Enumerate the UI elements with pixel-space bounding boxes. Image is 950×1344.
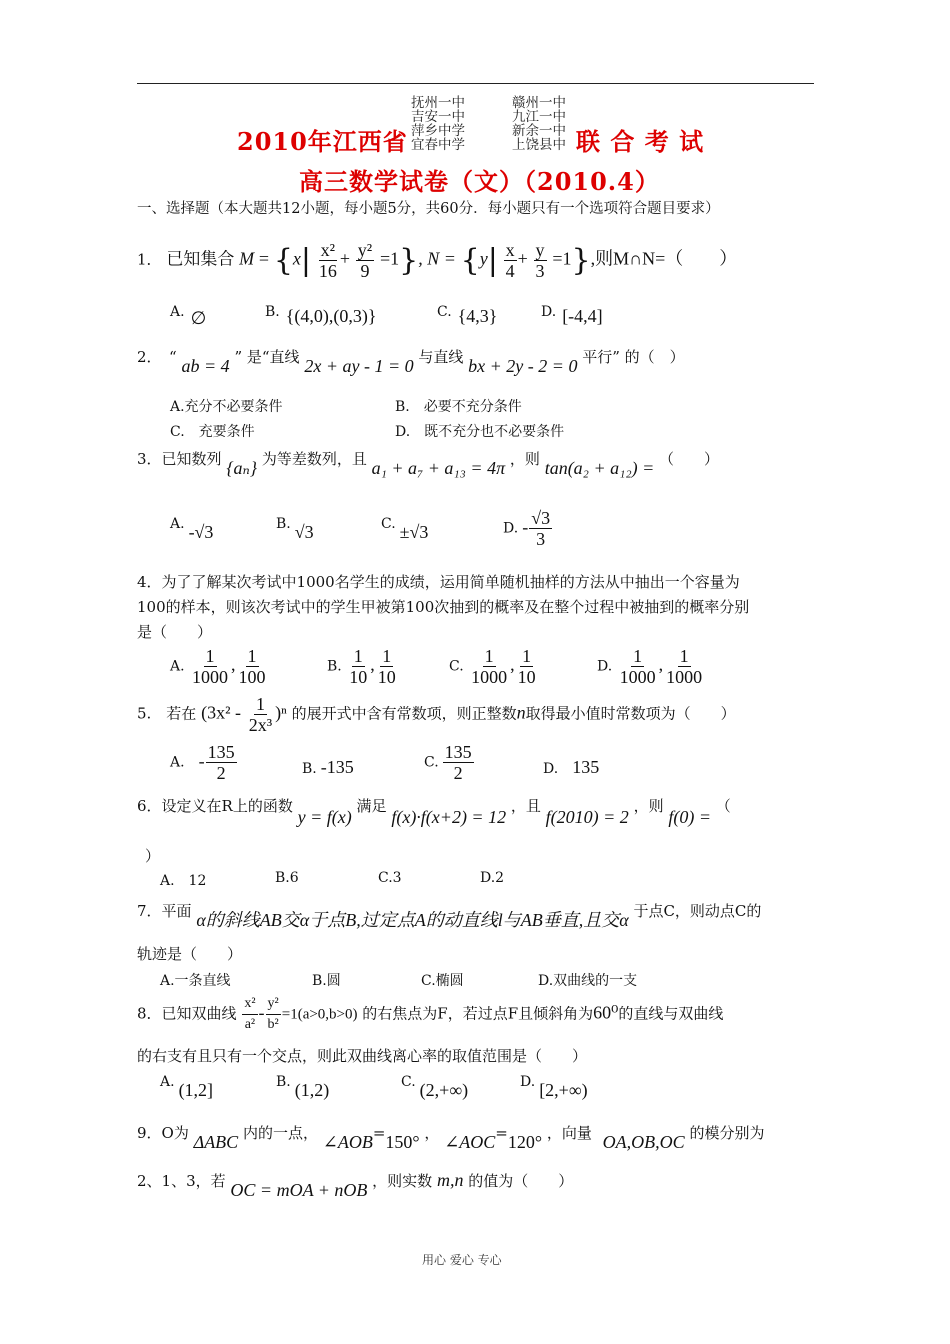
option-c: C. 充要条件 [170, 424, 255, 440]
math-expr: =1 [552, 248, 572, 269]
option-value: (1,2) [294, 1080, 330, 1100]
fraction-denominator: 1000 [619, 667, 656, 687]
fraction-denominator: 1000 [192, 667, 229, 687]
question-9-line-2 [137, 1170, 574, 1200]
fraction-denominator: 2 [453, 763, 463, 783]
option-label: A. [170, 658, 185, 675]
option-d [503, 508, 553, 549]
option-d [597, 646, 705, 687]
math-expr: f(x)·f(x+2) = 12 [391, 807, 507, 827]
option-d: D. 既不充分也不必要条件 [395, 424, 565, 440]
math-expr: ab = 4 [181, 356, 230, 376]
question-text: 3．已知数列 [137, 450, 222, 468]
math-expr: , N = [418, 248, 456, 269]
option-value: 135 [572, 757, 600, 777]
option-a: A.一条直线 [160, 973, 231, 989]
math-expr: {aₙ} [226, 458, 258, 478]
question-text: 2、1、3，若 [137, 1172, 226, 1190]
fraction-numerator: y [535, 240, 545, 260]
math-expr: tan(a₂ + a₁₂) = [544, 458, 655, 478]
question-3 [137, 448, 720, 478]
option-value: √3 [294, 522, 314, 542]
option-label: A. [170, 516, 185, 532]
option-label: A. [160, 1074, 175, 1090]
exam-title-right: 联 合 考 试 [576, 127, 705, 156]
separator: , [510, 654, 515, 675]
option-label: D. [597, 658, 613, 675]
question-text: 取得最小值时常数项为（ ） [525, 704, 736, 723]
school-name: 赣州一中 [512, 95, 566, 111]
option-d [520, 1070, 588, 1100]
fraction-numerator: √3 [531, 508, 551, 528]
fraction-numerator: y² [357, 240, 373, 260]
fraction-denominator: 1000 [471, 667, 508, 687]
question-text: （ [715, 797, 731, 815]
fraction-numerator: 135 [207, 742, 235, 762]
option-label: C. [381, 516, 396, 532]
separator: , [231, 654, 236, 675]
question-text: 8．已知双曲线 [137, 1004, 237, 1023]
separator: , [658, 654, 664, 675]
fraction-numerator: x² [242, 994, 257, 1015]
question-7 [137, 896, 762, 930]
option-label: C. [449, 658, 464, 675]
option-label: B. [276, 516, 291, 532]
option-label: D. [520, 1074, 536, 1090]
option-label: D. [541, 304, 557, 320]
option-label: A. [170, 754, 185, 771]
school-name: 宜春中学 [411, 137, 465, 153]
question-text: ， [424, 1124, 440, 1142]
option-c [381, 512, 429, 542]
math-var: y [479, 248, 488, 269]
option-a: A. 12 [160, 873, 207, 889]
option-value: - [522, 516, 529, 537]
fraction-numerator: 1 [679, 646, 689, 666]
option-d [541, 300, 603, 326]
option-value: [-4,4] [562, 306, 603, 326]
question-text: 的右焦点为F，若过点F且倾斜角为 [362, 1004, 594, 1023]
option-d: D.2 [480, 870, 505, 886]
question-text: 的模分别为 [689, 1124, 765, 1142]
fraction-numerator: y² [266, 994, 281, 1015]
option-value: -√3 [188, 522, 214, 542]
math-expr: = [495, 1124, 508, 1142]
option-b [276, 1070, 330, 1100]
fraction-numerator: 1 [247, 646, 257, 666]
option-d: D.双曲线的一支 [538, 973, 638, 989]
option-b [327, 646, 399, 687]
fraction-denominator: 10 [517, 667, 536, 687]
math-var: n [516, 702, 526, 723]
fraction-denominator: 1000 [666, 667, 703, 687]
math-expr: ∠AOB [322, 1132, 373, 1152]
question-7-line-2: 轨迹是（ ） [137, 945, 243, 963]
option-c [449, 646, 539, 687]
question-text: 7．平面 [137, 902, 192, 920]
option-value: (1,2] [178, 1080, 214, 1100]
question-text: 的直线与双曲线 [618, 1004, 724, 1023]
option-c [424, 742, 475, 783]
question-8 [137, 994, 723, 1035]
fraction-denominator: 16 [318, 261, 337, 281]
fraction-denominator: 2x³ [248, 715, 273, 735]
option-label: B. [276, 1074, 291, 1090]
option-label: D. [543, 761, 559, 777]
exam-title-left: 2010年江西省 [237, 127, 408, 156]
fraction-denominator: 2 [216, 763, 226, 783]
option-value: {4,3} [457, 306, 498, 326]
school-name: 抚州一中 [411, 95, 465, 111]
question-9 [137, 1122, 765, 1152]
math-expr: f(0) = [668, 807, 712, 827]
option-a [170, 300, 207, 328]
math-expr: OC = mOA + nOB [230, 1180, 368, 1200]
option-a [160, 1070, 214, 1100]
option-value: {(4,0),(0,3)} [285, 306, 377, 326]
option-a: A.充分不必要条件 [170, 399, 283, 415]
option-b: B.6 [275, 870, 299, 886]
header-rule [137, 83, 814, 84]
option-value: ∅ [190, 308, 207, 328]
question-text: 已知集合 [166, 249, 235, 270]
option-label: A. [170, 304, 185, 320]
question-text: 6．设定义在R上的函数 [137, 797, 293, 815]
math-expr: )ⁿ [275, 702, 287, 723]
option-label: B. [327, 658, 342, 675]
option-value: [2,+∞) [539, 1080, 588, 1100]
question-text: 5. 若在 [137, 704, 197, 723]
fraction-numerator: 1 [522, 646, 532, 666]
option-a [170, 646, 269, 687]
option-d [543, 757, 599, 778]
school-name: 吉安一中 [411, 109, 465, 125]
fraction-denominator: 100 [238, 667, 266, 687]
option-value: ±√3 [399, 522, 429, 542]
question-4-line-1: 4．为了了解某次考试中1000名学生的成绩，运用简单随机抽样的方法从中抽出一个容量为 [137, 573, 740, 591]
option-c [401, 1070, 469, 1100]
question-text: ” 是“直线 [234, 348, 300, 366]
school-name: 新余一中 [512, 123, 566, 139]
question-text: 平行” 的（ ） [582, 348, 685, 366]
math-expr: =1 [379, 248, 400, 269]
question-text: ，则 [509, 450, 540, 468]
fraction-denominator: b² [267, 1017, 279, 1032]
option-label: C. [437, 304, 452, 320]
option-b [276, 512, 314, 542]
math-expr: OA,OB,OC [602, 1132, 685, 1152]
question-4-line-2: 100的样本，则该次考试中的学生甲被第100次抽到的概率及在整个过程中被抽到的概率分别 [137, 598, 750, 616]
question-text: 与直线 [418, 348, 464, 366]
fraction-denominator: 10 [349, 667, 368, 687]
question-text: ，且 [510, 797, 541, 815]
option-value: -135 [320, 757, 354, 777]
separator: , [370, 654, 375, 675]
math-expr: α的斜线AB交α于点B,过定点A的动直线l与AB垂直,且交α [196, 910, 629, 930]
school-list-right [512, 96, 566, 152]
option-label: C. [401, 1074, 416, 1090]
math-var: M [239, 248, 255, 269]
question-text: 内的一点， [242, 1124, 318, 1142]
fraction-numerator: 1 [484, 646, 494, 666]
question-6 [137, 795, 731, 827]
question-text: （ ） [659, 450, 720, 468]
question-text: ，向量 [546, 1124, 592, 1142]
question-text: 的值为（ ） [468, 1172, 574, 1190]
question-text: ,则M∩N=（ ） [590, 248, 738, 269]
option-label: D. [503, 520, 519, 537]
question-4-line-3: 是（ ） [137, 623, 213, 641]
math-expr: f(2010) = 2 [545, 807, 629, 827]
question-text: 2． “ [137, 348, 177, 366]
option-a [170, 742, 238, 783]
question-1: 1． 已知集合 M = {x| $\frac{\text{x²}}{16}$ + $\frac{\text{y²}}{9}$ =1}, N = {y| $\frac{x}{4}$ + $\frac{y}{3}$ =1},则M∩N=（ ） [137, 240, 738, 281]
fraction-numerator: 1 [205, 646, 215, 666]
section-heading: 一、选择题（本大题共12小题，每小题5分，共60分．每小题只有一个选项符合题目要求） [137, 201, 720, 217]
question-5 [137, 694, 736, 735]
option-b: B. 必要不充分条件 [395, 399, 522, 415]
fraction-numerator: 1 [633, 646, 643, 666]
option-label: C. [424, 754, 439, 771]
option-c: C.椭圆 [421, 973, 464, 989]
fraction-numerator: x [505, 240, 515, 260]
question-text: 的展开式中含有常数项，则正整数 [291, 704, 517, 723]
option-value: (2,+∞) [419, 1080, 469, 1100]
math-var: x [292, 248, 301, 269]
school-name: 上饶县中 [512, 137, 566, 153]
math-expr: 150° [385, 1132, 420, 1152]
page-footer: 用心 爱心 专心 [422, 1253, 502, 1267]
math-expr: m,n [436, 1170, 464, 1190]
math-expr: 2x + ay - 1 = 0 [304, 356, 414, 376]
math-expr: ΔABC [193, 1132, 239, 1152]
question-text: 9．O为 [137, 1124, 189, 1142]
math-expr: bx + 2y - 2 = 0 [468, 356, 578, 376]
fraction-numerator: 1 [382, 646, 392, 666]
math-expr: (3x² - [201, 702, 241, 723]
fraction-denominator: 10 [377, 667, 396, 687]
fraction-numerator: 135 [444, 742, 472, 762]
math-expr: ∠AOC [444, 1132, 496, 1152]
fraction-numerator: 1 [353, 646, 363, 666]
option-value: - [198, 750, 205, 771]
fraction-numerator: x² [320, 240, 336, 260]
math-expr: a₁ + a₇ + a₁₃ = 4π [371, 458, 506, 478]
fraction-denominator: 4 [505, 261, 515, 281]
option-c: C.3 [378, 870, 402, 886]
school-name: 萍乡中学 [411, 123, 465, 139]
math-expr: - [258, 1002, 265, 1023]
fraction-numerator: 1 [255, 694, 265, 714]
fraction-denominator: 9 [360, 261, 370, 281]
option-a [170, 512, 214, 542]
question-6-close: ） [145, 847, 161, 865]
question-text: 为等差数列，且 [261, 450, 367, 468]
question-text: ，则实数 [372, 1172, 433, 1190]
math-expr: 60⁰ [593, 1002, 619, 1023]
math-expr: y = f(x) [297, 807, 352, 827]
fraction-denominator: 3 [535, 261, 545, 281]
question-number: 1． [137, 250, 162, 269]
option-c [437, 300, 498, 326]
option-b [265, 300, 377, 326]
exam-subtitle: 高三数学试卷（文）（2010.4） [299, 167, 660, 196]
option-label: B. [302, 761, 317, 777]
fraction-denominator: a² [244, 1017, 256, 1032]
question-text: 满足 [356, 797, 387, 815]
math-expr: 120° [507, 1132, 543, 1152]
fraction-denominator: 3 [536, 529, 546, 549]
math-expr: =1(a>0,b>0) [281, 1006, 358, 1023]
question-8-line-2: 的右支有且只有一个交点，则此双曲线离心率的取值范围是（ ） [137, 1047, 588, 1065]
option-b: B.圆 [312, 973, 341, 989]
school-name: 九江一中 [512, 109, 566, 125]
option-label: B. [265, 304, 280, 320]
school-list-left [411, 96, 465, 152]
option-b [302, 757, 354, 778]
question-text: ，则 [633, 797, 664, 815]
math-expr: = [372, 1124, 386, 1142]
question-text: 于点C，则动点C的 [633, 902, 762, 920]
question-2 [137, 346, 685, 376]
